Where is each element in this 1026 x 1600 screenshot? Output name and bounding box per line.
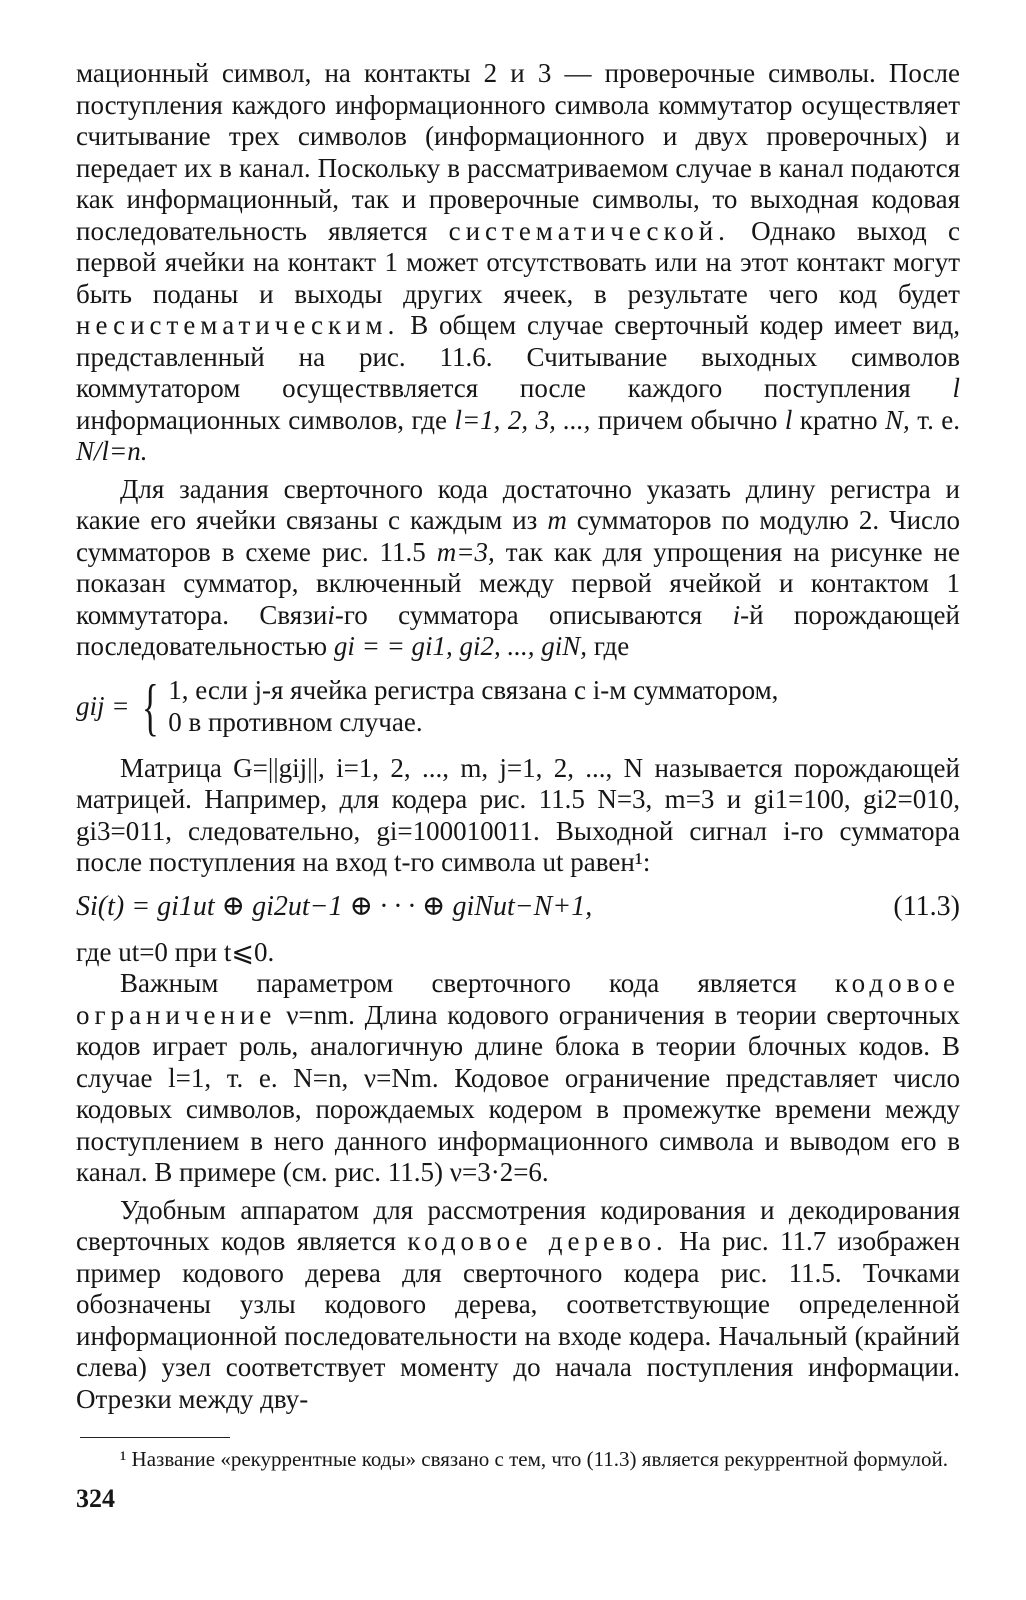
paragraph-2 <box>76 474 960 663</box>
page-number: 324 <box>76 1484 115 1513</box>
equation-11-3 <box>76 889 960 925</box>
p1-ratio: N/l=n. <box>76 436 148 466</box>
p1-emphasis-systematic: систематической. <box>448 215 730 246</box>
cases-row-1: 1, если j-я ячейка регистра связана с i-м сумматором, <box>168 675 779 705</box>
footnote-divider <box>80 1437 230 1438</box>
p1-text-e: причем обычно <box>597 404 778 435</box>
p6-emphasis-code-tree: кодовое дерево. <box>407 1226 668 1256</box>
p6-text-a: Удобным аппаратом для рассмотрения кодирования и декодирования сверточных кодов является <box>76 1194 960 1256</box>
definition-cases <box>76 670 960 742</box>
paragraph-6 <box>76 1195 960 1416</box>
cases-rows <box>168 675 778 738</box>
p2-text: Для задания сверточного кода достаточно указать длину регистра и какие его ячейки связаны с каждым из <box>76 473 960 535</box>
left-brace-icon: { <box>142 670 160 742</box>
p1-text-g: т. е. <box>917 404 961 435</box>
p1-text-d: информационных символов, где <box>76 404 447 435</box>
p5-emphasis-code-constraint: кодовое ограничение <box>76 968 960 1030</box>
p2-where: где <box>593 631 630 661</box>
p2-g-sequence: gi = = gi1, gi2, ..., giN, <box>333 631 588 661</box>
p1-sym-l: l <box>952 373 960 403</box>
p1-text-f: кратно <box>799 404 878 435</box>
p5-text-b: ν=nm. Длина кодового ограничения в теории сверточных кодов играет роль, аналогичную длине блока в теории блочных кодов. В случае l=1, т. е. N=n, ν=Nm. Кодовое ограничение представляет число кодовых символов, порождаемых кодером в промежутке времени между поступлением в него данного информационного символа и выводом его в канал. В примере (см. рис. 11.5) ν=3·2=6. <box>76 999 960 1187</box>
p2-sym-i-2: i <box>732 599 741 630</box>
p1-l-values: l=1, 2, 3, ..., <box>454 404 591 435</box>
equation-expression: Si(t) = gi1ut ⊕ gi2ut−1 ⊕ · · · ⊕ giNut−N+1, <box>76 890 593 922</box>
cases-row-2: 0 в противном случае. <box>168 706 423 737</box>
p2-text-e: -й порождающей последовательностью <box>76 599 960 661</box>
p1-text-b: Однако выход с первой ячейки на контакт 1 может отсутствовать или на этот контакт могут быть поданы и выходы других ячеек, в результате чего код будет <box>76 215 960 309</box>
paragraph-4: где ut=0 при t⩽0. <box>76 936 275 967</box>
cases-lhs: gij = <box>76 690 130 721</box>
paragraph-5 <box>76 968 960 1189</box>
p6-text-b: На рис. 11.7 изображен пример кодового дерева для сверточного кодера рис. 11.5. Точками обозначены узлы кодового дерева, соответствующие определенной информационной последовательности на входе кодера. Начальный (крайний слева) узел соответствует моменту до начала поступления информации. Отрезки между дву- <box>76 1226 961 1414</box>
p1-sym-N: N, <box>885 404 910 435</box>
p5-text-a: Важным параметром сверточного кода является <box>120 968 797 998</box>
p1-sym-l-2: l <box>784 404 793 435</box>
p2-text-d: -го сумматора описываются <box>334 599 703 630</box>
equation-number: (11.3) <box>893 890 960 922</box>
p1-emphasis-nonsystematic: несистематическим. <box>76 310 400 340</box>
p1-text-c: В общем случае сверточный кодер имеет вид, представленный на рис. 11.6. Считывание выходных символов коммутатором осуществвляется после каждого поступления <box>76 310 960 403</box>
p1-text: мационный символ, на контакты 2 и 3 — проверочные символы. После поступления каждого информационного символа коммутатор осуществляет считывание трех символов (информационного и двух проверочных) и передает их в канал. Поскольку в рассматриваемом случае в канал подаются как информационный, так и проверочные символы, то выходная кодовая последовательность является <box>76 58 960 246</box>
footnote: ¹ Название «рекуррентные коды» связано с тем, что (11.3) является рекуррентной формулой. <box>120 1447 949 1471</box>
p2-text-c: так как для упрощения на рисунке не показан сумматор, включенный между первой ячейкой и контактом 1 коммутатора. Связи <box>76 536 960 630</box>
paragraph-3: Матрица G=||gij||, i=1, 2, ..., m, j=1, 2, ..., N называется порождающей матрицей. Например, для кодера рис. 11.5 N=3, m=3 и gi1=100, gi2=010, gi3=011, следовательно, gi=100010011. Выходной сигнал i-го сумматора после поступления на вход t-го символа ut равен¹: <box>76 752 960 877</box>
p2-sym-i: i <box>327 599 335 630</box>
p2-sym-m: m <box>547 505 567 535</box>
p2-m-equals: m=3, <box>436 536 495 567</box>
paragraph-1 <box>76 58 960 468</box>
p2-text-b: сумматоров по модулю 2. Число сумматоров в схеме рис. 11.5 <box>76 505 961 567</box>
